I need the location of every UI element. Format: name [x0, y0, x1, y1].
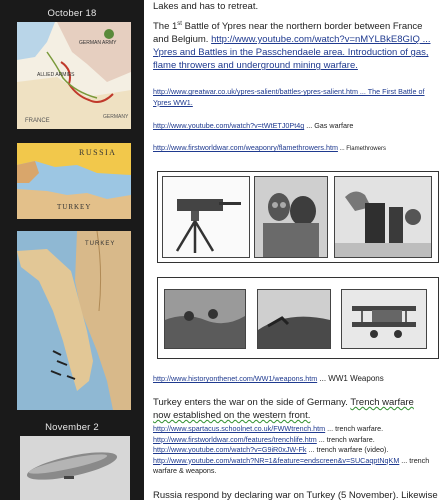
trench-links-list: [153, 424, 438, 477]
machine-gun-photo: [162, 176, 250, 258]
weapons-link[interactable]: http://www.historyonthenet.com/WW1/weapons.htm: [153, 374, 318, 383]
weapons-line: [153, 374, 438, 385]
trench-link-item: [153, 435, 438, 446]
ypres-text-start: The 1: [153, 21, 178, 33]
trench-link-item: [153, 424, 438, 435]
gas-mask-photo: [254, 176, 328, 258]
biplane-photo: [341, 289, 427, 349]
trench-link-spartacus[interactable]: http://www.spartacus.schoolnet.co.uk/FWWtrench.htm: [153, 424, 326, 433]
weapons-photo-row-1: [157, 171, 439, 263]
weapons-note: ... WW1 Weapons: [317, 374, 384, 383]
trench-warfare-link[interactable]: Trench warfare now established on the western front.: [153, 397, 414, 421]
map-turkey-label: TURKEY: [57, 203, 92, 211]
timeline-sidebar: [0, 0, 144, 500]
trench-link-firstworldwar[interactable]: http://www.firstworldwar.com/features/trenchlife.htm: [153, 434, 317, 444]
trench-link-video[interactable]: http://www.youtube.com/watch?v=G9iR0xJW-Fk: [153, 445, 307, 454]
gas-warfare-line: [153, 121, 438, 132]
trench-link-item: [153, 445, 438, 456]
date-november-2: November 2: [45, 422, 99, 433]
svg-text:GERMANY: GERMANY: [103, 114, 129, 120]
ypres-paragraph: [153, 18, 433, 72]
flamethrower-note: ... Flamethrowers: [337, 146, 386, 152]
intro-line: Lakes and has to retreat.: [153, 1, 259, 12]
gas-warfare-note: ... Gas warfare: [304, 121, 354, 130]
trench-link-weapons-video[interactable]: http://www.youtube.com/watch?NR=1&feature=endscreen&v=SUCaqptNqKM: [153, 455, 400, 465]
russia-turkey-map: [17, 143, 131, 219]
gallipoli-map: [17, 231, 131, 410]
trench-link-note: ... trench warfare.: [325, 424, 384, 433]
trench-soldiers-photo: [164, 289, 246, 349]
gas-warfare-link[interactable]: http://www.youtube.com/watch?v=tWtETJ0Pt4g: [153, 121, 305, 130]
russia-paragraph: Russia respond by declaring war on Turkey (5 November). Likewise: [153, 490, 438, 500]
flamethrower-link[interactable]: http://www.firstworldwar.com/weaponry/flamethrowers.htm: [153, 143, 338, 152]
trench-link-note: ... trench warfare (video).: [306, 445, 389, 454]
ypres-greatwar-paragraph: [153, 87, 433, 108]
turkey-paragraph: [153, 396, 433, 422]
ypres-video-link[interactable]: http://www.youtube.com/watch?v=nMYLBkE8GIQ ... Ypres and Battles in the Passchendaele area. Introduction of gas, flame throwers and underground mining warfare.: [153, 34, 431, 72]
trench-link-item: [153, 456, 438, 477]
turkey-text: Turkey enters the war on the side of Germany.: [153, 397, 351, 408]
flamethrower-photo: [334, 176, 432, 258]
ypres-superscript: st: [177, 21, 182, 27]
trench-link-note: ... trench warfare & weapons.: [153, 455, 430, 475]
svg-text:ALLIED ARMIES: ALLIED ARMIES: [37, 72, 75, 78]
map-russia-label: RUSSIA: [79, 148, 117, 157]
ypres-greatwar-link[interactable]: http://www.greatwar.co.uk/ypres-salient/battles-ypres-salient.htm ... The First Battle of Ypres WW1.: [153, 87, 425, 107]
ypres-text-end: Battle of Ypres near the northern border between France and Belgium.: [153, 21, 423, 46]
date-october-18: October 18: [47, 8, 97, 19]
svg-text:FRANCE: FRANCE: [25, 118, 50, 124]
trench-link-note: ... trench warfare.: [316, 434, 375, 444]
western-front-map: [17, 22, 131, 129]
trench-photo: [257, 289, 331, 349]
flamethrower-line: [153, 143, 438, 155]
zeppelin-photo: [20, 436, 130, 500]
weapons-photo-row-2: [157, 277, 439, 359]
map-bottom-label: TURKEY: [85, 241, 116, 247]
svg-text:GERMAN ARMY: GERMAN ARMY: [79, 40, 117, 46]
